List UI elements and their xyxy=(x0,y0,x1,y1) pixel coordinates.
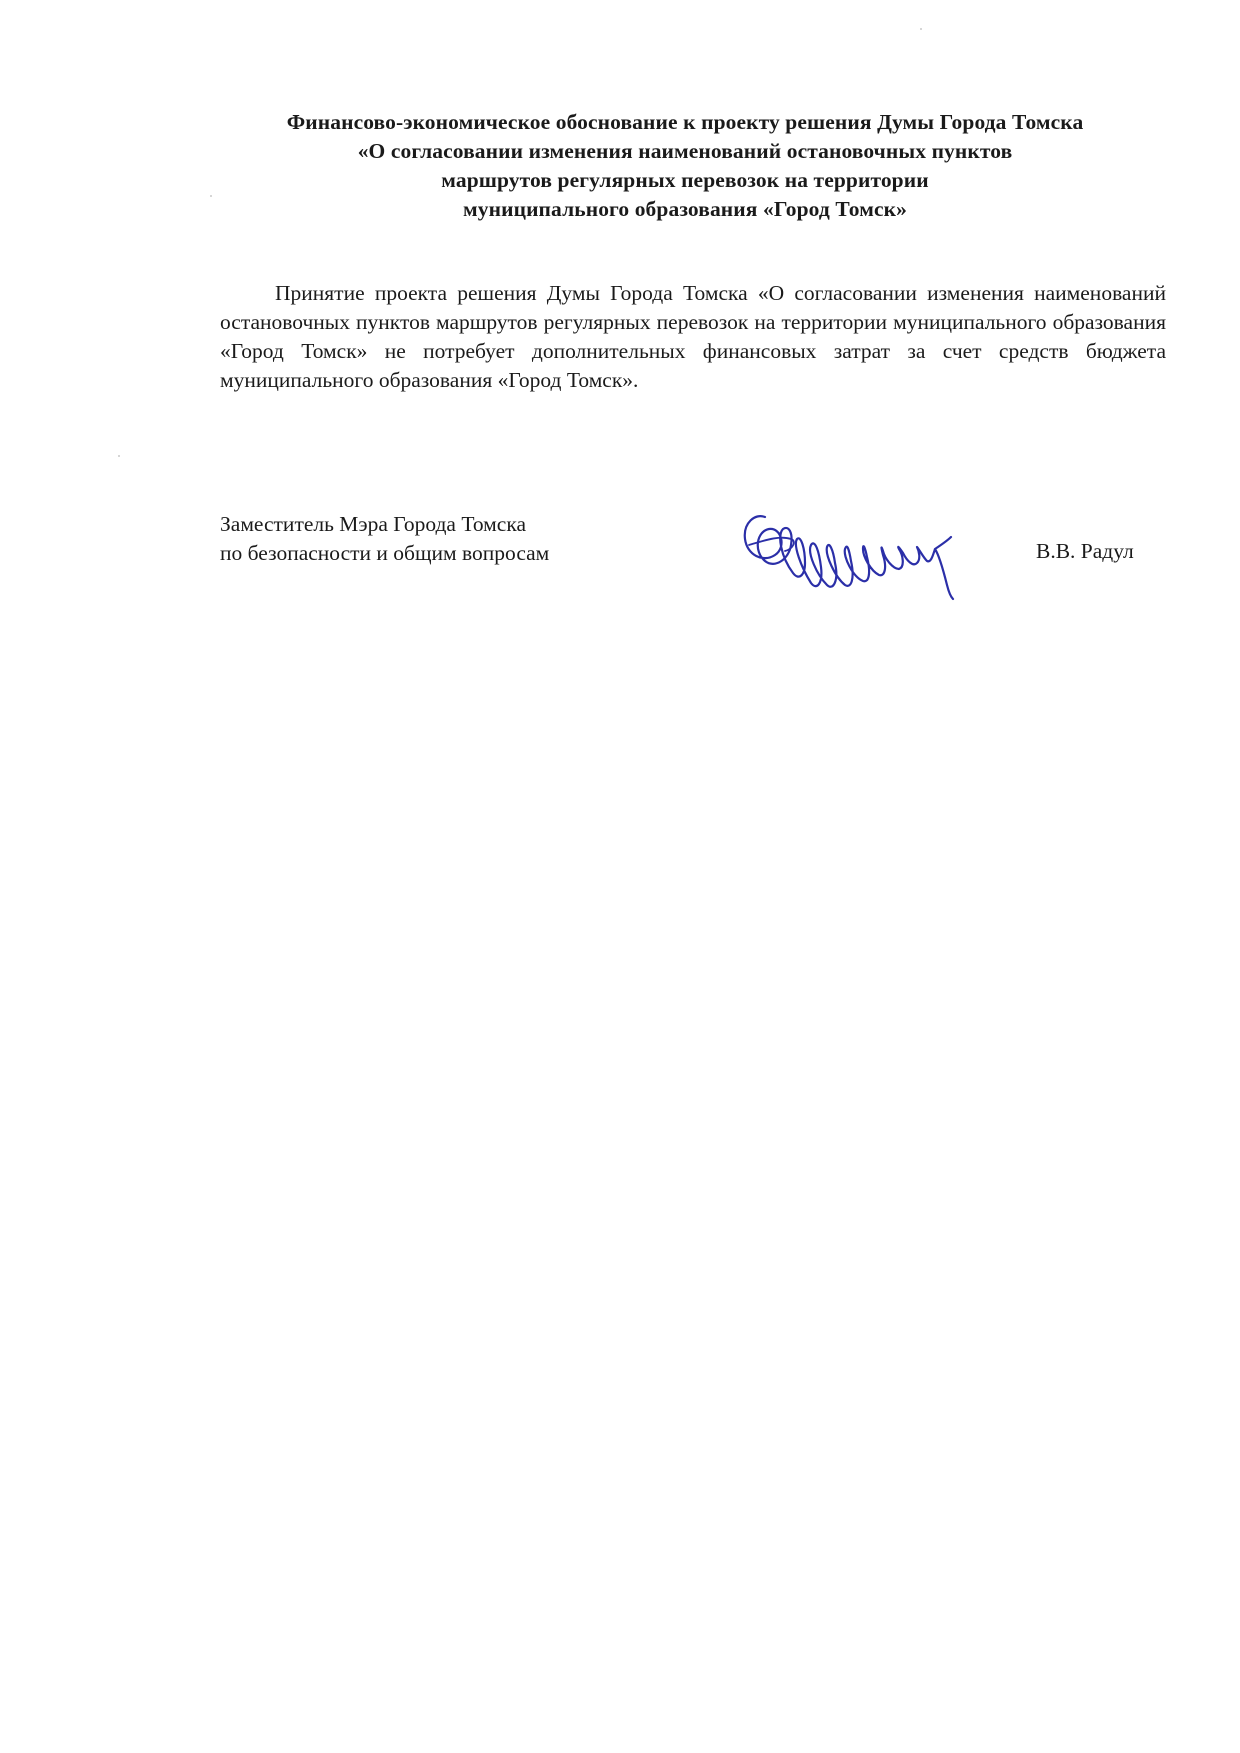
document-title xyxy=(215,108,1155,224)
signatory-position-line-1: Заместитель Мэра Города Томска xyxy=(220,512,526,536)
scan-artifact xyxy=(118,455,120,457)
signatory-position-line-2: по безопасности и общим вопросам xyxy=(220,541,550,565)
signatory-position xyxy=(220,510,549,568)
signatory-name: В.В. Радул xyxy=(1036,539,1134,563)
scan-artifact xyxy=(210,195,212,197)
title-line-1: Финансово-экономическое обоснование к проекту решения Думы Города Томска xyxy=(286,110,1084,134)
body-paragraph: Принятие проекта решения Думы Города Томска «О согласовании изменения наименований остановочных пунктов маршрутов регулярных перевозок на территории муниципального образования «Город Томск» не потребует дополнительных финансовых затрат за счет средств бюджета муниципального образования «Город Томск». xyxy=(220,281,1166,392)
handwritten-signature xyxy=(735,505,995,605)
title-line-3: маршрутов регулярных перевозок на территории xyxy=(441,168,929,192)
scan-artifact xyxy=(920,28,922,30)
title-line-4: муниципального образования «Город Томск» xyxy=(463,197,907,221)
title-line-2: «О согласовании изменения наименований остановочных пунктов xyxy=(357,139,1013,163)
